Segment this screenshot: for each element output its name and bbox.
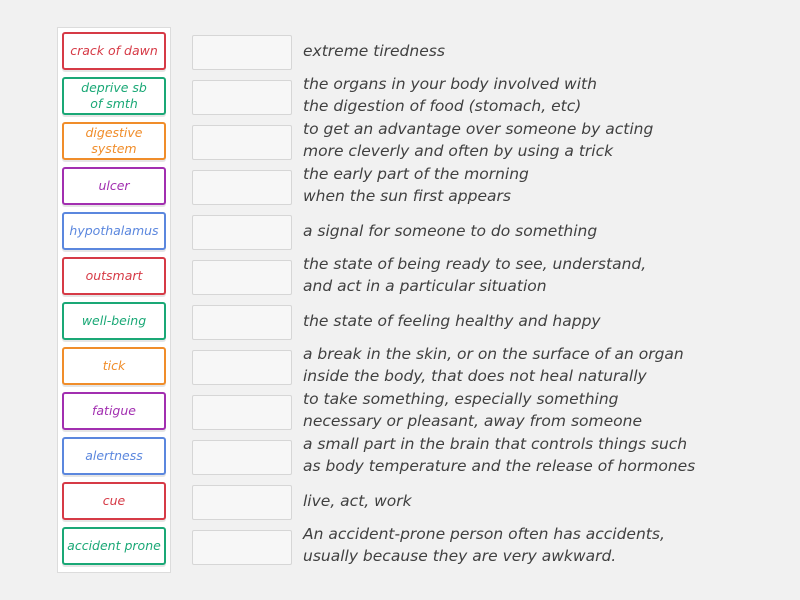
drop-slot[interactable] xyxy=(192,260,292,295)
definition: a signal for someone to do something xyxy=(303,222,598,240)
tile-cue[interactable]: cue xyxy=(62,482,166,520)
tile-ulcer[interactable]: ulcer xyxy=(62,167,166,205)
tile-crack-of-dawn[interactable]: crack of dawn xyxy=(62,32,166,70)
definition: to take something, especially something necessary or pleasant, away from someone xyxy=(303,390,642,430)
drop-slot[interactable] xyxy=(192,350,292,385)
definition: live, act, work xyxy=(303,492,412,510)
drop-slot[interactable] xyxy=(192,395,292,430)
tile-outsmart[interactable]: outsmart xyxy=(62,257,166,295)
tile-accident-prone[interactable]: accident prone xyxy=(62,527,166,565)
definition: a break in the skin, or on the surface of an organ inside the body, that does not heal naturally xyxy=(303,345,684,385)
tile-fatigue[interactable]: fatigue xyxy=(62,392,166,430)
drop-slot[interactable] xyxy=(192,485,292,520)
drop-slot[interactable] xyxy=(192,440,292,475)
definition: a small part in the brain that controls things such as body temperature and the release of hormones xyxy=(303,435,696,475)
tile-deprive-sb[interactable]: deprive sb of smth xyxy=(62,77,166,115)
drop-slot[interactable] xyxy=(192,80,292,115)
definition: An accident-prone person often has accidents, usually because they are very awkward. xyxy=(303,525,665,565)
tile-hypothalamus[interactable]: hypothalamus xyxy=(62,212,166,250)
drop-slot[interactable] xyxy=(192,35,292,70)
definition: the state of feeling healthy and happy xyxy=(303,312,601,330)
drop-slot[interactable] xyxy=(192,305,292,340)
drop-slot[interactable] xyxy=(192,170,292,205)
tile-alertness[interactable]: alertness xyxy=(62,437,166,475)
definition: the organs in your body involved with the digestion of food (stomach, etc) xyxy=(303,75,597,115)
tile-well-being[interactable]: well-being xyxy=(62,302,166,340)
definition: to get an advantage over someone by acting more cleverly and often by using a trick xyxy=(303,120,654,160)
drop-slot[interactable] xyxy=(192,125,292,160)
definition: the early part of the morning when the sun first appears xyxy=(303,165,529,205)
definition: extreme tiredness xyxy=(303,42,445,60)
tile-digestive-system[interactable]: digestive system xyxy=(62,122,166,160)
tile-tick[interactable]: tick xyxy=(62,347,166,385)
drop-slot[interactable] xyxy=(192,215,292,250)
drop-slot[interactable] xyxy=(192,530,292,565)
definition: the state of being ready to see, understand, and act in a particular situation xyxy=(303,255,647,295)
